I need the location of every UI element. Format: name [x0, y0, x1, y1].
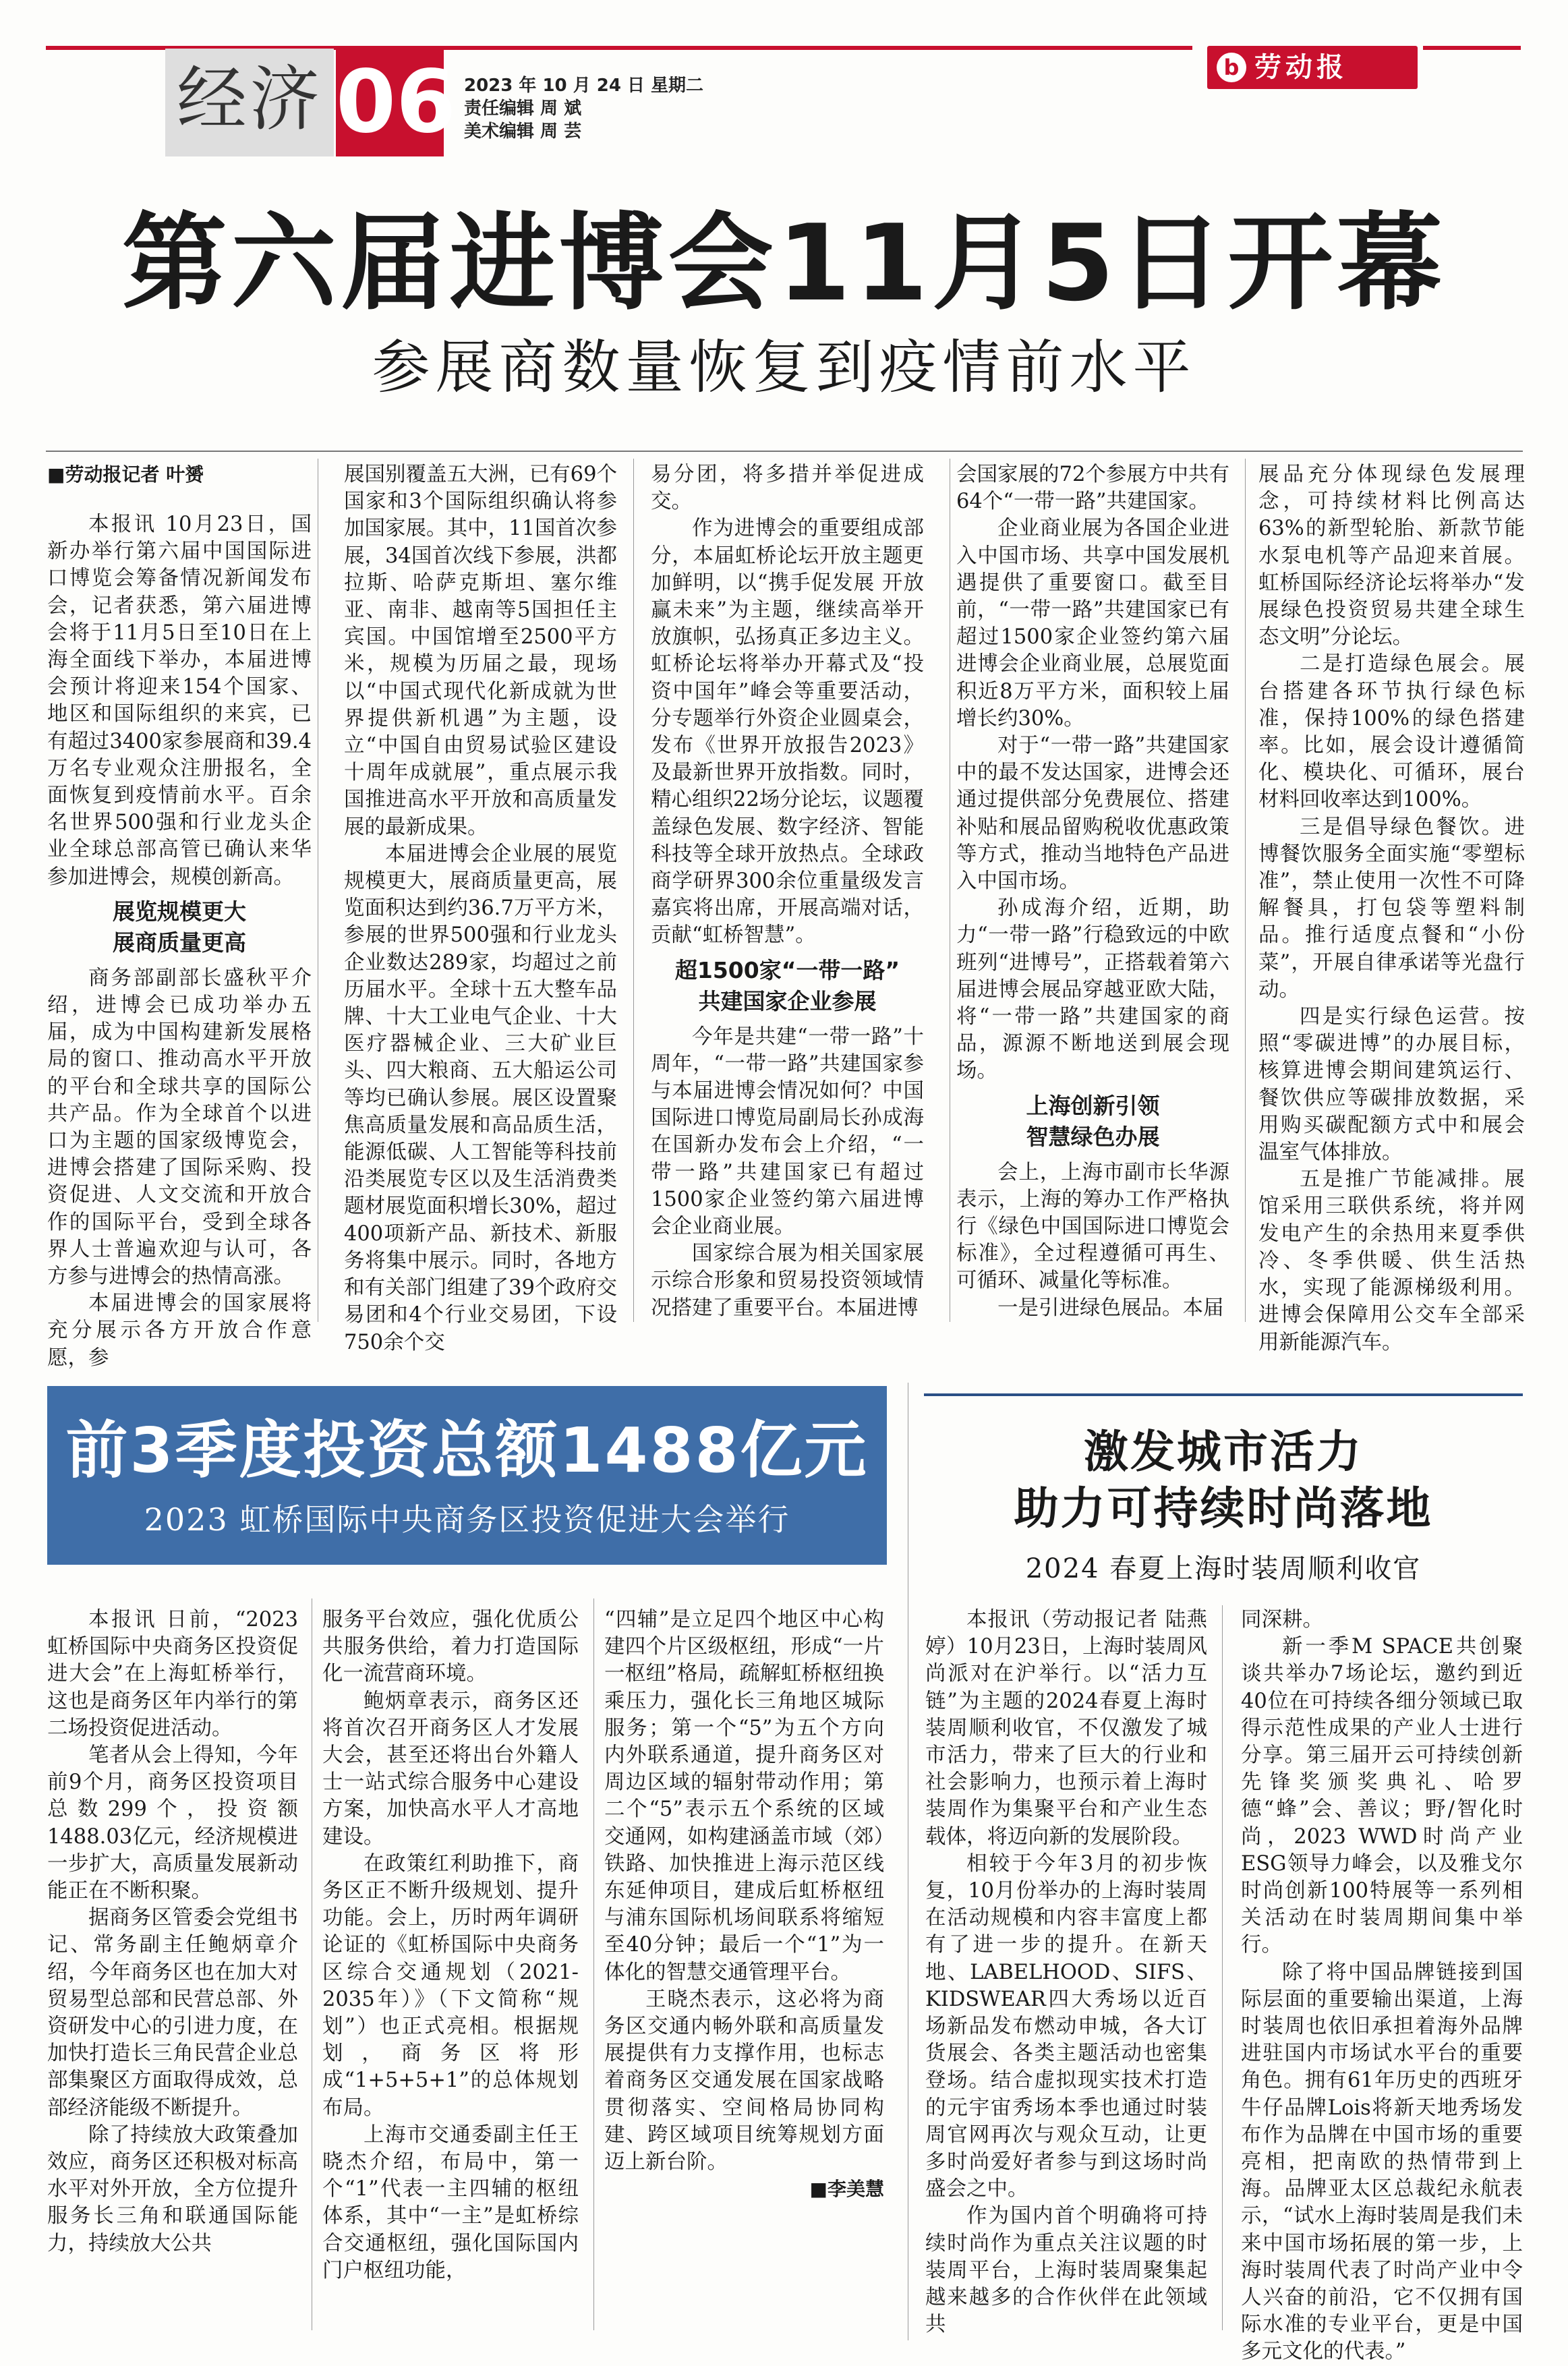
paragraph: 本报讯（劳动报记者 陆燕婷）10月23日，上海时装周风尚派对在沪举行。以“活力互链”为主题的2024春夏上海时装周顺利收官，不仅激发了城市活力，带来了巨大的行业和社会影响力，也预示着上海时装周作为集聚平台和产业生态载体，将迈向新的发展阶段。 [925, 1608, 1207, 1849]
paragraph: 同深耕。 [1241, 1608, 1323, 1632]
issue-info [464, 74, 703, 143]
paragraph: 商务部副部长盛秋平介绍，进博会已成功举办五届，成为中国构建新发展格局的窗口、推动高水平开放的平台和全球共享的国际公共产品。作为全球首个以进口为主题的国家级博览会，进博会搭建了国际采购、投资促进、人文交流和开放合作的国际平台，受到全球各界人士普遍欢迎与认可，各方参与进博会的热情高涨。 [47, 966, 312, 1289]
investment-headline: 前3季度投资总额1488亿元 [65, 1414, 869, 1487]
paragraph: 除了持续放大政策叠加效应，商务区还积极对标高水平对外开放，全方位提升服务长三角和联通国际能力，持续放大公共 [47, 2123, 298, 2255]
investment-column-2 [322, 1607, 579, 2348]
lead-top-rule [46, 451, 1523, 452]
lead-column-1 [47, 461, 312, 1370]
paragraph: 企业商业展为各国企业进入中国市场、共享中国发展机遇提供了重要窗口。截至目前，“一带一路”共建国家已有超过1500家企业签约第六届进博会企业商业展，总展览面积近8万平方米，面积较上届增长约30%。 [956, 517, 1229, 730]
section-name: 经济 [177, 58, 323, 140]
fashion-col-divider [1222, 1605, 1223, 2330]
editor-credit: 责任编辑 周 斌 [464, 98, 582, 119]
paragraph: 孙成海介绍，近期，助力“一带一路”行稳致远的中欧班列“进博号”，正搭载着第六届进博会展品穿越亚欧大陆，将“一带一路”共建国家的商品，源源不断地送到展会现场。 [956, 896, 1229, 1083]
investment-title-box [47, 1386, 887, 1565]
fashion-column-2 [1241, 1607, 1523, 2364]
paragraph: 除了将中国品牌链接到国际层面的重要输出渠道，上海时装周也依旧承担着海外品牌进驻国内市场试水平台的重要角色。拥有61年历史的西班牙牛仔品牌Lois将新天地秀场发布作为品牌在中国市场的重要亮相，把南欧的热情带到上海。品牌亚太区总裁纪永航表示，“试水上海时装周是我们未来中国市场拓展的第一步，上海时装周代表了时尚产业中令人兴奋的前沿，它不仅拥有国际水准的专业平台，更是中国多元文化的代表。” [1241, 1960, 1523, 2364]
section-subhead: 上海创新引领 智慧绿色办展 [1026, 1092, 1160, 1150]
paragraph: 服务平台效应，强化优质公共服务供给，着力打造国际化一流营商环境。 [322, 1608, 579, 1686]
byline-name: 叶赟 [166, 463, 204, 486]
paragraph: 本届进博会的国家展将充分展示各方开放合作意愿，参 [47, 1292, 312, 1370]
paragraph: 一是引进绿色展品。本届 [997, 1296, 1224, 1320]
paragraph: 二是打造绿色展会。展台搭建各环节执行绿色标准，保持100%的绿色搭建率。比如，展会设计遵循简化、模块化、可循环，展台材料回收率达到100%。 [1258, 652, 1525, 812]
paragraph: 在政策红利助推下，商务区正不断升级规划、提升功能。会上，历时两年调研论证的《虹桥国际中央商务区综合交通规划（2021-2035年）》（下文简称“规划”）也正式亮相。根据规划，商务区将形成“1+5+5+1”的总体规划布局。 [322, 1851, 579, 2120]
paragraph: 上海市交通委副主任王晓杰介绍，布局中，第一个“1”代表一主四辅的枢纽体系，其中“一主”是虹桥综合交通枢纽，强化国际国内门户枢纽功能， [322, 2123, 579, 2282]
issue-date: 2023 年 10 月 24 日 星期二 [464, 76, 704, 96]
lead-byline [47, 461, 312, 488]
paragraph: 本报讯 10月23日，国新办举行第六届中国国际进口博览会筹备情况新闻发布会，记者获悉，第六届进博会将于11月5日至10日在上海全面线下举办，本届进博会预计将迎来154个国家、地区和国际组织的来宾，已有超过3400家参展商和39.4万名专业观众注册报名，全面恢复到疫情前水平。百余名世界500强和行业龙头企业全球总部高管已确认来华参加进博会，规模创新高。 [47, 513, 312, 889]
paragraph: 王晓杰表示，这必将为商务区交通内畅外联和高质量发展提供有力支撑作用，也标志着商务区交通发展在国家战略贯彻落实、空间格局协同构建、跨区域项目统筹规划方面迈上新台阶。 [604, 1987, 884, 2174]
paragraph: 三是倡导绿色餐饮。进博餐饮服务全面实施“零塑标准”，禁止使用一次性不可降解餐具，打包袋等塑料制品。推行适度点餐和“小份菜”，开展自律承诺等光盘行动。 [1258, 815, 1525, 1002]
col-divider-2 [633, 459, 634, 1322]
page-number: 06 [336, 49, 444, 156]
paragraph: 鲍炳章表示，商务区还将首次召开商务区人才发展大会，甚至还将出台外籍人士一站式综合服务中心建设方案，加快高水平人才高地建设。 [322, 1689, 579, 1849]
section-subhead: 超1500家“一带一路” 共建国家企业参展 [674, 956, 900, 1014]
col-divider-4 [1245, 459, 1246, 1322]
fashion-headline-1: 激发城市活力 [1084, 1425, 1363, 1478]
paragraph: 今年是共建“一带一路”十周年，“一带一路”共建国家参与本届进博会情况如何？中国国际进口博览局副局长孙成海在国新办发布会上介绍，“一带一路”共建国家已有超过1500家企业签约第六届进博会企业商业展。 [651, 1025, 924, 1239]
lead-subheadline: 参展商数量恢复到疫情前水平 [372, 334, 1196, 401]
paragraph: 易分团，将多措并举促进成交。 [651, 463, 924, 514]
fashion-column-1 [925, 1607, 1207, 2348]
fashion-subheadline: 2024 春夏上海时装周顺利收官 [1025, 1553, 1422, 1584]
paragraph: “四辅”是立足四个地区中心构建四个片区级枢纽，形成“一片一枢纽”格局，疏解虹桥枢纽换乘压力，强化长三角地区城际服务；第一个“5”为五个方向内外联系通道，提升商务区对周边区域的辐射带动作用；第二个“5”表示五个系统的区域交通网，如构建涵盖市域（郊）铁路、加快推进上海示范区线东延伸项目，建成后虹桥枢纽与浦东国际机场间联系将缩短至40分钟；最后一个“1”为一体化的智慧交通管理平台。 [604, 1608, 884, 1984]
paragraph: 据商务区管委会党组书记、常务副主任鲍炳章介绍，今年商务区也在加大对贸易型总部和民营总部、外资研发中心的引进力度，在加快打造长三角民营企业总部集聚区方面取得成效，总部经济能级不断提升。 [47, 1906, 298, 2120]
fashion-top-rule [924, 1393, 1523, 1396]
investment-subheadline: 2023 虹桥国际中央商务区投资促进大会举行 [144, 1501, 790, 1538]
paragraph: 会上，上海市副市长华源表示，上海的筹办工作严格执行《绿色中国国际进口博览会标准》，全过程遵循可再生、可循环、减量化等标准。 [956, 1160, 1229, 1293]
investment-column-1 [47, 1607, 298, 2348]
inv-col-divider-2 [593, 1598, 594, 2330]
paragraph: 新一季M SPACE共创聚谈共举办7场论坛，邀约到近40位在可持续各细分领域已取得示范性成果的产业人士进行分享。第三届开云可持续创新先锋奖颁奖典礼、哈罗德“蜂”会、善议；野/智化时尚，2023 WWD时尚产业ESG领导力峰会，以及雅戈尔时尚创新100特展等一系列相关活动在时装周期间集中举行。 [1241, 1635, 1523, 1957]
investment-column-3 [604, 1607, 884, 2348]
paragraph: 会国家展的72个参展方中共有64个“一带一路”共建国家。 [956, 463, 1229, 514]
investment-signature: ■李美慧 [809, 2178, 884, 2201]
paragraph: 作为国内首个明确将可持续时尚作为重点关注议题的时装周平台，上海时装周聚集起越来越多的合作伙伴在此领域共 [925, 2204, 1207, 2337]
lead-column-3 [651, 461, 924, 1331]
logo-text: 劳动报 [1254, 51, 1347, 83]
art-editor-credit: 美术编辑 周 芸 [464, 121, 582, 142]
lead-headline: 第六届进博会11月5日开幕 [121, 202, 1447, 324]
lead-column-4 [956, 461, 1229, 1331]
paragraph: 作为进博会的重要组成部分，本届虹桥论坛开放主题更加鲜明，以“携手促发展 开放赢未来”为主题，继续高举开放旗帜，弘扬真正多边主义。虹桥论坛将举办开幕式及“投资中国年”峰会等重要活动，分专题举行外资企业圆桌会，发布《世界开放报告2023》及最新世界开放指数。同时，精心组织22场分论坛，议题覆盖绿色发展、数字经济、智能科技等全球开放热点。全球政商学研界300余位重量级发言嘉宾将出席，开展高端对话，贡献“虹桥智慧”。 [651, 517, 924, 948]
newspaper-logo [1207, 46, 1418, 89]
top-red-rule-right [1423, 46, 1521, 50]
paragraph: 展国别覆盖五大洲，已有69个国家和3个国际组织确认将参加国家展。其中，11国首次参展，34国首次线下参展，洪都拉斯、哈萨克斯坦、塞尔维亚、南非、越南等5国担任主宾国。中国馆增至2500平方米，规模为历届之最，现场以“中国式现代化新成就为世界提供新机遇”为主题，设立“中国自由贸易试验区建设十周年成就展”，重点展示我国推进高水平开放和高质量发展的最新成果。 [344, 463, 617, 839]
paragraph: 相较于今年3月的初步恢复，10月份举办的上海时装周在活动规模和内容丰富度上都有了进一步的提升。在新天地、LABELHOOD、SIFS、KIDSWEAR四大秀场以近百场新品发布燃动申城，各大订货展会、各类主题活动也密集登场。结合虚拟现实技术打造的元宇宙秀场本季也通过时装周官网再次与观众互动，让更多时尚爱好者参与到这场时尚盛会之中。 [925, 1851, 1207, 2201]
paragraph: 四是实行绿色运营。按照“零碳进博”的办展目标，核算进博会期间建筑运行、餐饮供应等碳排放数据，采用购买碳配额方式中和展会温室气体排放。 [1258, 1005, 1525, 1165]
logo-mark-icon: b [1217, 53, 1246, 82]
paragraph: 国家综合展为相关国家展示综合形象和贸易投资领域情况搭建了重要平台。本届进博 [651, 1242, 924, 1320]
lead-column-2 [344, 461, 617, 1354]
paragraph: 五是推广节能减排。展馆采用三联供系统，将并网发电产生的余热用来夏季供冷、冬季供暖、供生活热水，实现了能源梯级利用。进博会保障用公交车全部采用新能源汽车。 [1258, 1167, 1525, 1354]
paragraph: 笔者从会上得知，今年前9个月，商务区投资项目总数299个，投资额1488.03亿元，经济规模进一步扩大，高质量发展新动能正在不断积聚。 [47, 1743, 298, 1903]
section-subhead: 展览规模更大 展商质量更高 [113, 898, 246, 956]
paragraph: 展品充分体现绿色发展理念，可持续材料比例高达63%的新型轮胎、新款节能水泵电机等产品迎来首展。虹桥国际经济论坛将举办“发展绿色投资贸易共建全球生态文明”分论坛。 [1258, 463, 1525, 650]
paragraph: 本届进博会企业展的展览规模更大，展商质量更高，展览面积达到约36.7万平方米，参展的世界500强和行业龙头企业数达289家，均超过之前历届水平。全球十五大整车品牌、十大工业电气企业、十大医疗器械企业、三大矿业巨头、四大粮商、五大船运公司等均已确认参展。展区设置聚焦高质量发展和高品质生活，能源低碳、人工智能等科技前沿类展览专区以及生活消费类题材展览面积增长30%，超过400项新产品、新技术、新服务将集中展示。同时，各地方和有关部门组建了39个政府交易团和4个行业交易团，下设750余个交 [344, 842, 617, 1354]
lead-column-5 [1258, 461, 1525, 1354]
fashion-headline-2: 助力可持续时尚落地 [1014, 1482, 1433, 1534]
paragraph: 本报讯 日前，“2023虹桥国际中央商务区投资促进大会”在上海虹桥举行，这也是商务区年内举行的第二场投资促进活动。 [47, 1608, 298, 1740]
paragraph: 对于“一带一路”共建国家中的最不发达国家，进博会还通过提供部分免费展位、搭建补贴和展品留购税收优惠政策等方式，推动当地特色产品进入中国市场。 [956, 734, 1229, 894]
byline-label: ■劳动报记者 [47, 463, 160, 486]
